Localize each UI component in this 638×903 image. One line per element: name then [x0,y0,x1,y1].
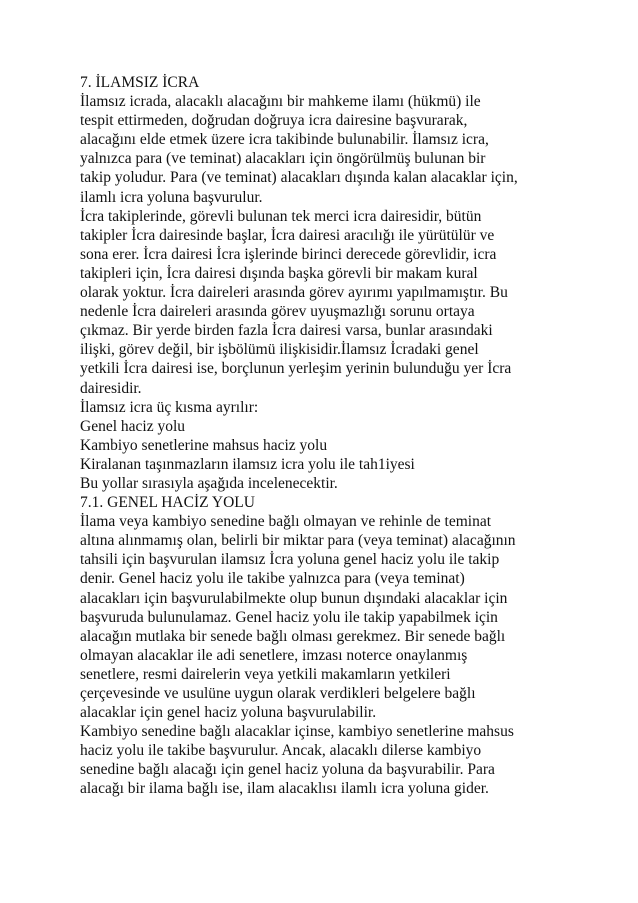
text-line: ilişki, görev değil, bir işbölümü ilişkisidir.İlamsız İcradaki genel [80,341,479,359]
text-line: takipler İcra dairesinde başlar, İcra dairesi aracılığı ile yürütülür ve [80,226,495,244]
text-line: çerçevesinde ve usulüne uygun olarak verdikleri belgelere bağlı [80,685,476,702]
text-line: ilamlı icra yoluna başvurulur. [80,188,263,206]
text-line: takip yoludur. Para (ve teminat) alacakları dışında kalan alacaklar için, [80,169,518,187]
text-line: çıkmaz. Bir yerde birden fazla İcra dairesi varsa, bunlar arasındaki [80,322,493,340]
text-line: takipleri için, İcra dairesi dışında başka görevli bir makam kural [80,264,478,282]
text-line: İcra takiplerinde, görevli bulunan tek merci icra dairesidir, bütün [80,207,482,225]
text-line: İlama veya kambiyo senedine bağlı olmayan ve rehinle de teminat [80,513,492,531]
text-line: denir. Genel haciz yolu ile takibe yalnızca para (veya teminat) [80,570,465,588]
text-line: alacağını elde etmek üzere icra takibinde bulunabilir. İlamsız icra, [80,131,489,149]
text-line: Bu yollar sırasıyla aşağıda incelenecektir. [80,474,338,492]
text-line: haciz yolu ile takibe başvurulur. Ancak, alacaklı dilerse kambiyo [80,742,482,760]
list-item: Genel haciz yolu [80,417,186,435]
text-line: alacakları için başvurulabilmekte olup bunun dışındaki alacaklar için [80,589,508,607]
text-line: alacağın mutlaka bir senede bağlı olması gerekmez. Bir senede bağlı [80,627,506,645]
text-line: dairesidir. [80,379,142,397]
section-heading: 7. İLAMSIZ İCRA [80,74,200,91]
text-line: alacaklar için genel haciz yoluna başvurulabilir. [80,704,377,722]
text-line: olmayan alacaklar ile adi senetlere, imzası noterce onaylanmış [80,646,468,664]
text-line: İlamsız icra üç kısma ayrılır: [80,398,259,416]
text-line: nedenle İcra daireleri arasında görev uyuşmazlığı sorunu ortaya [80,303,475,321]
text-line: tespit ettirmeden, doğrudan doğruya icra dairesine başvurarak, [80,112,468,130]
text-line: altına alınmamış olan, belirli bir miktar para (veya teminat) alacağının [80,532,516,550]
list-item: Kiralanan taşınmazların ilamsız icra yolu ile tah1iyesi [80,455,415,473]
text-line: olarak yoktur. İcra daireleri arasında görev ayırımı yapılmamıştır. Bu [80,284,508,302]
text-line: İlamsız icrada, alacaklı alacağını bir mahkeme ilamı (hükmü) ile [80,93,481,111]
section-heading: 7.1. GENEL HACİZ YOLU [80,494,255,512]
text-line: başvuruda bulunulamaz. Genel haciz yolu ile takip yapabilmek için [80,608,498,626]
text-line: alacağı bir ilama bağlı ise, ilam alacaklısı ilamlı icra yoluna gider. [80,780,489,798]
text-line: senedine bağlı alacağı için genel haciz yoluna da başvurabilir. Para [80,761,495,779]
text-line: tahsili için başvurulan ilamsız İcra yoluna genel haciz yolu ile takip [80,551,500,569]
text-line: sona erer. İcra dairesi İcra işlerinde birinci derecede görevlidir, icra [80,245,497,263]
text-line: yetkili İcra dairesi ise, borçlunun yerleşim yerinin bulunduğu yer İcra [80,360,512,378]
text-line: yalnızca para (ve teminat) alacakları için öngörülmüş bulunan bir [80,150,486,168]
text-line: senetlere, resmi dairelerin veya yetkili makamların yetkileri [80,665,451,683]
list-item: Kambiyo senetlerine mahsus haciz yolu [80,436,328,454]
document-body [80,73,570,799]
text-line: Kambiyo senedine bağlı alacaklar içinse, kambiyo senetlerine mahsus [80,723,514,741]
